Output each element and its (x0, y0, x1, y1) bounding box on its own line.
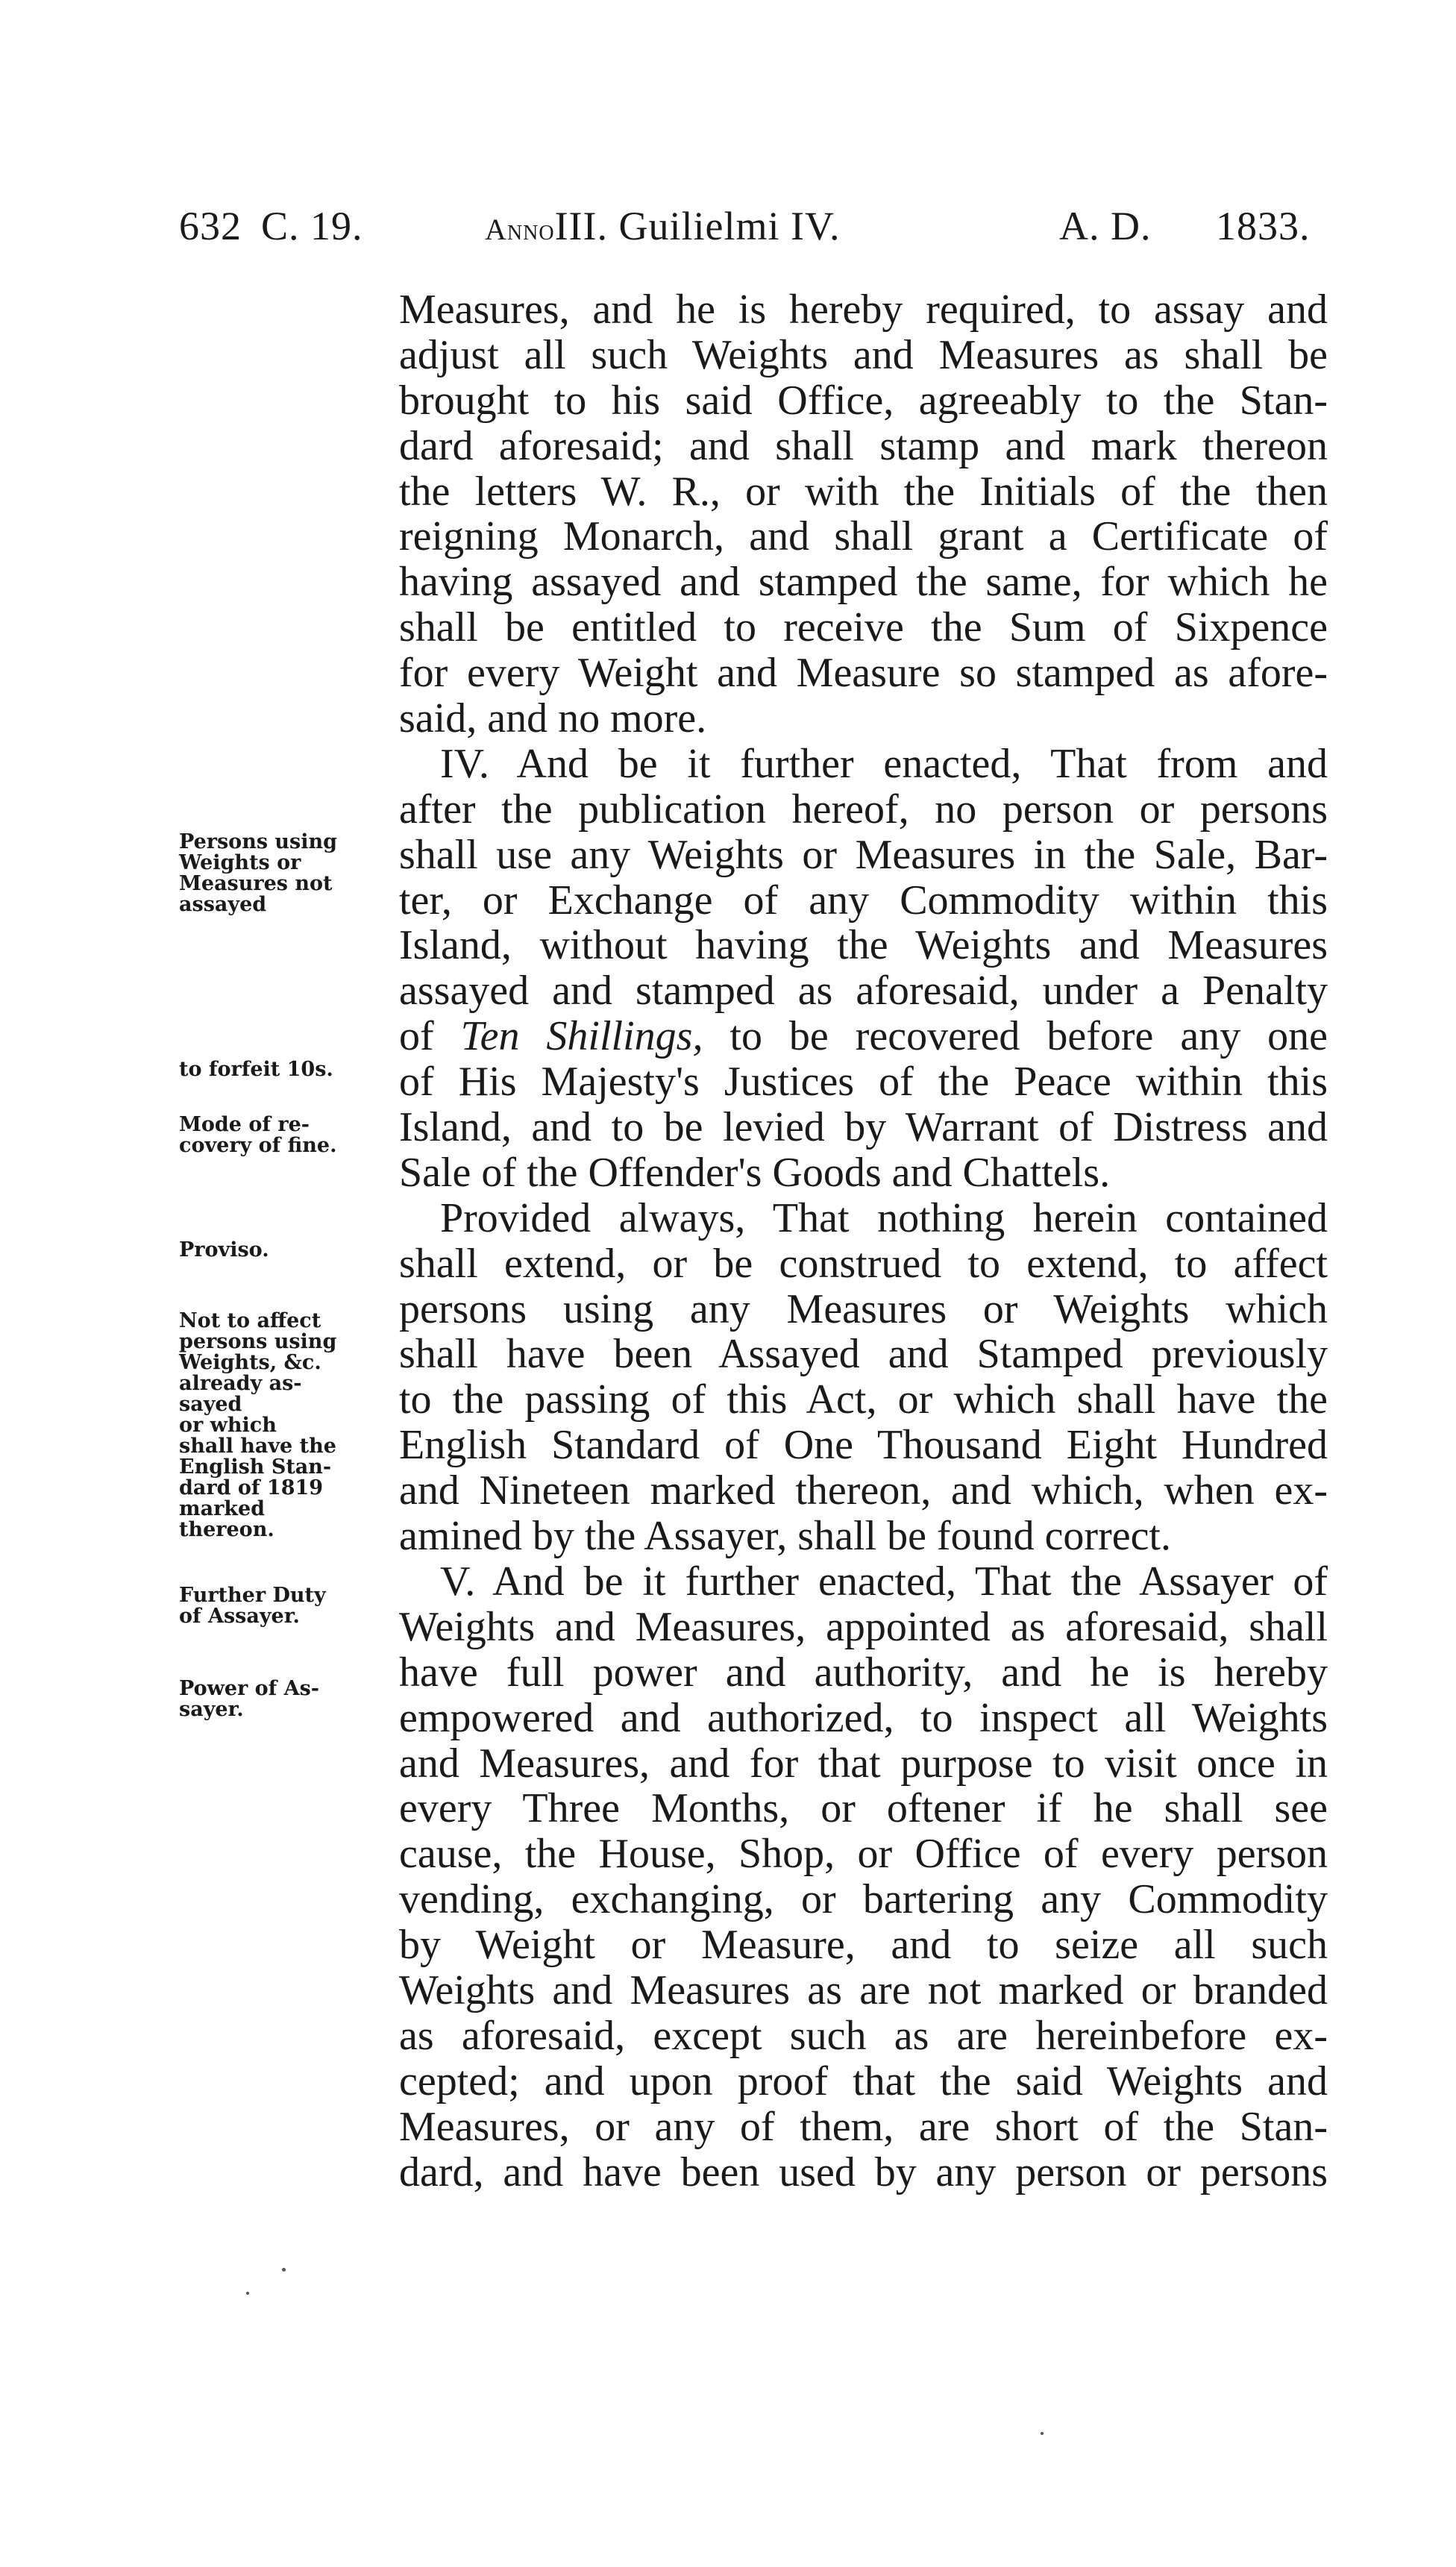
anno-domini-label: A. D. (1059, 204, 1152, 248)
margin-note-line: assayed (179, 893, 267, 916)
margin-note-line: Further Duty (179, 1584, 326, 1607)
body-line: Weights and Measures, appointed as aforesaid, shall (399, 1603, 1328, 1650)
paper-speck (282, 2268, 286, 2272)
penalty-after: to be recovered before any one (703, 1013, 1328, 1060)
margin-note-line: or which (179, 1414, 277, 1437)
paper-speck (246, 2292, 249, 2295)
body-line: persons using any Measures or Weights which (399, 1285, 1328, 1332)
margin-note-proviso (179, 1240, 388, 1261)
margin-note-line: Weights, &c. (179, 1351, 321, 1374)
margin-note-further-duty (179, 1585, 388, 1627)
section-v-opening: V. And be it further enacted, That the Assayer of (440, 1558, 1328, 1605)
running-header (179, 203, 1328, 263)
margin-note-line: persons using (179, 1330, 337, 1353)
body-line: having assayed and stamped the same, for which he (399, 559, 1328, 606)
body-line: to the passing of this Act, or which shall have the (399, 1376, 1328, 1423)
body-line: after the publication hereof, no person or persons (399, 786, 1328, 833)
margin-note-line: of Assayer. (179, 1605, 300, 1628)
chapter-reference: C. 19. (261, 204, 363, 248)
margin-note-line: marked (179, 1497, 266, 1520)
regnal-title-rest: III. Guilielmi IV. (554, 204, 841, 248)
body-line: dard aforesaid; and shall stamp and mark thereon (399, 422, 1328, 469)
year: 1833. (1216, 204, 1311, 248)
body-line: shall extend, or be construed to extend, to affect (399, 1240, 1328, 1287)
body-line: and Nineteen marked thereon, and which, when ex- (399, 1467, 1328, 1514)
statute-text (399, 287, 1328, 2195)
margin-note-line: to forfeit 10s. (179, 1058, 333, 1081)
margin-note-not-to-affect (179, 1311, 388, 1540)
margin-note-power-of-assayer (179, 1679, 388, 1720)
regnal-title-anno: Anno (485, 213, 555, 246)
body-line: dard, and have been used by any person or persons (399, 2148, 1328, 2195)
body-line: every Three Months, or oftener if he shall see (399, 1785, 1328, 1832)
body-line: Island, and to be levied by Warrant of Distress and (399, 1104, 1328, 1151)
body-line: the letters W. R., or with the Initials of the then (399, 468, 1328, 515)
page-number: 632 (179, 204, 242, 248)
penalty-before: of (399, 1013, 461, 1060)
body-line: Measures, or any of them, are short of the Stan- (399, 2103, 1328, 2150)
body-line: said, and no more. (399, 695, 707, 742)
body-line: cepted; and upon proof that the said Weights and (399, 2057, 1328, 2104)
body-line: amined by the Assayer, shall be found correct. (399, 1513, 1171, 1560)
body-line: by Weight or Measure, and to seize all such (399, 1922, 1328, 1969)
penalty-amount: Ten Shillings, (460, 1013, 703, 1060)
paper-speck (1041, 2432, 1044, 2435)
body-line: shall have been Assayed and Stamped previously (399, 1331, 1328, 1378)
body-line: Island, without having the Weights and Measures (399, 922, 1328, 969)
body-line: ter, or Exchange of any Commodity within this (399, 877, 1328, 924)
body-line: of His Majesty's Justices of the Peace within this (399, 1059, 1328, 1106)
margin-note-line: Proviso. (179, 1238, 269, 1261)
body-line: cause, the House, Shop, or Office of every person (399, 1831, 1328, 1878)
margin-note-line: shall have the (179, 1435, 336, 1458)
margin-note-line: covery of fine. (179, 1134, 337, 1157)
body-line: adjust all such Weights and Measures as shall be (399, 331, 1328, 378)
margin-note-line: Persons using (179, 830, 338, 853)
body-line: shall be entitled to receive the Sum of Sixpence (399, 604, 1328, 651)
margin-note-mode-of-recovery (179, 1115, 388, 1156)
proviso-opening: Provided always, That nothing herein contained (440, 1194, 1328, 1241)
body-line: Sale of the Offender's Goods and Chattels. (399, 1149, 1111, 1196)
regnal-title (485, 203, 841, 249)
body-line: have full power and authority, and he is hereby (399, 1649, 1328, 1696)
margin-note-line: dard of 1819 (179, 1476, 324, 1499)
body-line: shall use any Weights or Measures in the Sale, Bar- (399, 831, 1328, 878)
margin-note-persons-using (179, 832, 388, 915)
margin-note-line: sayed (179, 1393, 242, 1416)
margin-note-line: sayer. (179, 1698, 244, 1721)
margin-note-forfeit (179, 1059, 388, 1080)
margin-note-line: Power of As- (179, 1677, 320, 1700)
margin-note-line: English Stan- (179, 1455, 332, 1479)
margin-note-line: already as- (179, 1372, 302, 1395)
margin-note-line: Weights or (179, 851, 301, 874)
body-line: English Standard of One Thousand Eight Hundred (399, 1422, 1328, 1469)
body-line: brought to his said Office, agreeably to the Stan- (399, 377, 1328, 424)
body-line: as aforesaid, except such as are hereinbefore ex- (399, 2012, 1328, 2059)
body-line: and Measures, and for that purpose to visit once in (399, 1740, 1328, 1787)
margin-note-line: thereon. (179, 1518, 274, 1541)
body-line: for every Weight and Measure so stamped as afore- (399, 650, 1328, 697)
margin-note-line: Not to affect (179, 1309, 321, 1332)
margin-note-line: Measures not (179, 872, 333, 895)
body-line: Weights and Measures as are not marked or branded (399, 1966, 1328, 2013)
body-line: Measures, and he is hereby required, to assay and (399, 286, 1328, 333)
body-line: reigning Monarch, and shall grant a Certificate of (399, 513, 1328, 560)
margin-note-line: Mode of re- (179, 1113, 310, 1136)
body-line: vending, exchanging, or bartering any Commodity (399, 1876, 1328, 1923)
body-line: empowered and authorized, to inspect all Weights (399, 1694, 1328, 1741)
body-line-penalty (399, 1014, 1328, 1059)
body-line: assayed and stamped as aforesaid, under a Penalty (399, 968, 1328, 1015)
section-iv-opening: IV. And be it further enacted, That from and (440, 740, 1328, 787)
